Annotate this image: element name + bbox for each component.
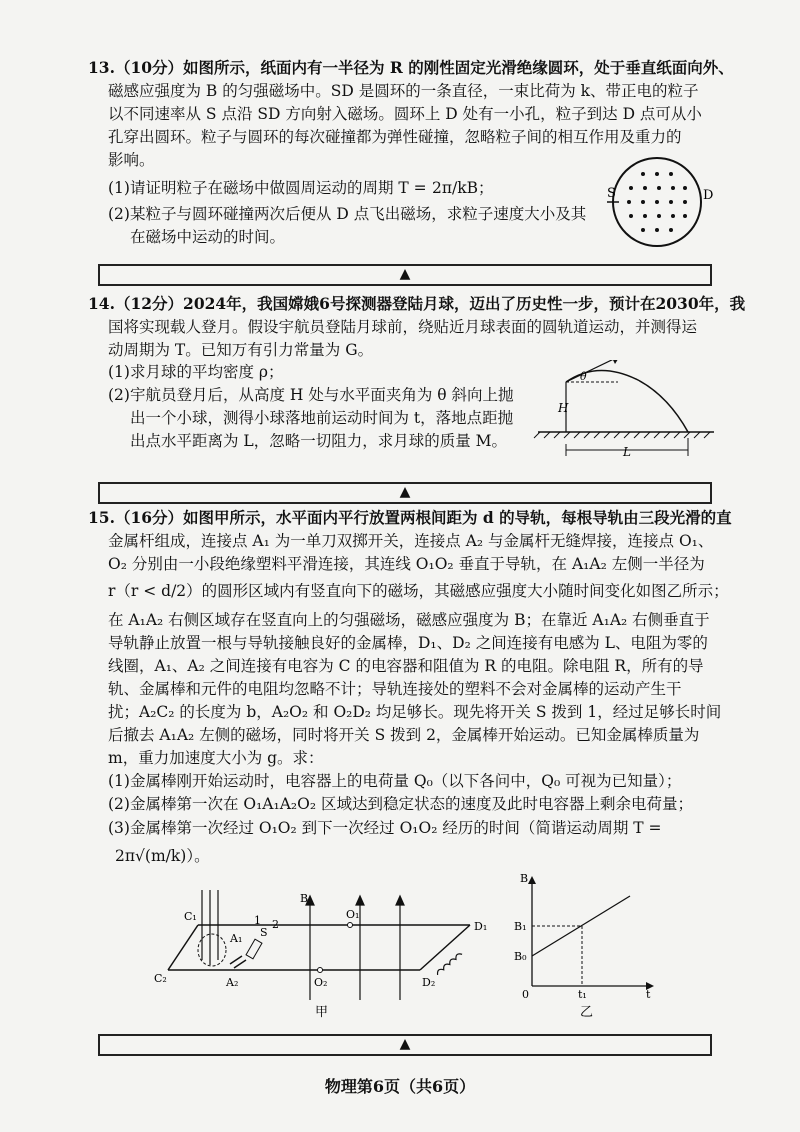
yi-caption: 乙 [580, 1005, 594, 1020]
q13-part1-formula: 2π/kB； [432, 179, 494, 197]
jia-label-d1: D₁ [474, 920, 488, 933]
q15-line-2: 金属杆组成，连接点 A₁ 为一单刀双掷开关，连接点 A₂ 与金属杆无缝焊接，连接点 O₁、 [108, 532, 714, 550]
q15-part3-formula: 2π√(m/k)）。 [115, 847, 210, 865]
q15-figure-yi-graph [510, 868, 660, 1020]
yi-label-origin: 0 [522, 988, 529, 1001]
q15-part3: (3)金属棒第一次经过 O₁O₂ 到下一次经过 O₁O₂ 经历的时间（简谐运动周期 T = [108, 819, 662, 837]
jia-label-o2: O₂ [314, 976, 328, 989]
q13-line-5: 影响。 [108, 151, 155, 169]
yi-label-b0: B₀ [514, 950, 527, 963]
q14-label-h: H [558, 401, 569, 415]
q15-line-7: 线圈，A₁、A₂ 之间连接有电容为 C 的电容器和阻值为 R 的电阻。除电阻 R，所有的导 [108, 657, 704, 675]
q15-figure-jia-circuit [150, 880, 500, 1020]
jia-label-1: 1 [254, 914, 261, 927]
answer-box-q13[interactable] [98, 264, 712, 286]
q13-magnetic-circle-figure [605, 152, 715, 252]
q14-line-2: 国将实现载人登月。假设宇航员登陆月球前，绕贴近月球表面的圆轨道运动，并测得运 [108, 318, 698, 336]
answer-triangle-icon: ▲ [399, 266, 411, 282]
q13-part2-line-2: 在磁场中运动的时间。 [130, 228, 286, 246]
jia-caption: 甲 [315, 1005, 329, 1020]
yi-label-b1: B₁ [514, 920, 527, 933]
jia-label-2: 2 [272, 918, 279, 931]
q15-line-5: 在 A₁A₂ 右侧区域存在竖直向上的匀强磁场，磁感应强度为 B；在靠近 A₁A₂ 右侧垂直于 [108, 611, 710, 629]
q15-line-8: 轨、金属棒和元件的电阻均忽略不计；导轨连接处的塑料不会对金属棒的运动产生干 [108, 680, 682, 698]
answer-triangle-icon: ▲ [399, 1036, 411, 1052]
q15-line-9: 扰；A₂C₂ 的长度为 b，A₂O₂ 和 O₂D₂ 均足够长。现先将开关 S 拨到 1，经过足够长时间 [108, 703, 722, 721]
q13-line-4: 孔穿出圆环。粒子与圆环的每次碰撞都为弹性碰撞，忽略粒子间的相互作用及重力的 [108, 128, 682, 146]
page-footer: 物理第6页（共6页） [324, 1077, 476, 1096]
jia-label-c1: C₁ [184, 910, 197, 923]
jia-label-a2: A₂ [226, 976, 239, 989]
q15-line-6: 导轨静止放置一根与导轨接触良好的金属棒，D₁、D₂ 之间连接有电感为 L、电阻为零的 [108, 634, 708, 652]
q15-part1: (1)金属棒刚开始运动时，电容器上的电荷量 Q₀（以下各问中，Q₀ 可视为已知量）； [108, 772, 682, 790]
q13-part1: (1)请证明粒子在磁场中做圆周运动的周期 T = [108, 179, 427, 197]
q13-line-2: 磁感应强度为 B 的匀强磁场中。SD 是圆环的一条直径，一束比荷为 k、带正电的粒子 [108, 82, 699, 100]
q15-part2: (2)金属棒第一次在 O₁A₁A₂O₂ 区域达到稳定状态的速度及此时电容器上剩余电荷量； [108, 795, 693, 813]
q14-line-1: 14.（12分）2024年，我国嫦娥6号探测器登陆月球，迈出了历史性一步，预计在2030年，我 [88, 294, 746, 313]
answer-box-q14[interactable] [98, 482, 712, 504]
q14-part2-line-3: 出点水平距离为 L，忽略一切阻力，求月球的质量 M。 [130, 432, 508, 450]
q13-line-3: 以不同速率从 S 点沿 SD 方向射入磁场。圆环上 D 处有一小孔，粒子到达 D 点可从小 [108, 105, 702, 123]
q15-line-3: O₂ 分别由一小段绝缘塑料平滑连接，其连线 O₁O₂ 垂直于导轨，在 A₁A₂ 左侧一半径为 [108, 555, 705, 573]
jia-label-c2: C₂ [154, 972, 167, 985]
jia-label-s: S [260, 926, 268, 939]
q14-part1: (1)求月球的平均密度 ρ； [108, 363, 284, 381]
answer-triangle-icon: ▲ [399, 484, 411, 500]
yi-label-t1: t₁ [578, 988, 587, 1001]
q14-label-theta: θ [580, 370, 587, 383]
q13-part2-line-1: (2)某粒子与圆环碰撞两次后便从 D 点飞出磁场，求粒子速度大小及其 [108, 205, 587, 223]
q15-line-4: r（r < d/2）的圆形区域内有竖直向下的磁场，其磁感应强度大小随时间变化如图乙所示； [108, 582, 729, 600]
jia-label-a1: A₁ [230, 932, 243, 945]
q13-label-s: S [607, 186, 616, 201]
yi-label-b: B [520, 872, 529, 885]
q14-part2-line-1: (2)宇航员登月后，从高度 H 处与水平面夹角为 θ 斜向上抛 [108, 386, 514, 404]
q14-part2-line-2: 出一个小球，测得小球落地前运动时间为 t，落地点距抛 [130, 409, 514, 427]
q13-line-1: 13.（10分）如图所示，纸面内有一半径为 R 的刚性固定光滑绝缘圆环，处于垂直纸面向外、 [88, 58, 734, 77]
answer-box-q15[interactable] [98, 1034, 712, 1056]
q15-line-10: 后撤去 A₁A₂ 左侧的磁场，同时将开关 S 拨到 2，金属棒开始运动。已知金属棒质量为 [108, 726, 700, 744]
q15-line-1: 15.（16分）如图甲所示，水平面内平行放置两根间距为 d 的导轨，每根导轨由三段光滑的直 [88, 508, 732, 527]
q14-label-l: L [623, 445, 631, 459]
q13-label-d: D [703, 188, 714, 203]
q14-line-3: 动周期为 T。已知万有引力常量为 G。 [108, 341, 374, 359]
jia-label-b: B [300, 892, 309, 905]
yi-label-t: t [646, 988, 651, 1001]
jia-label-d2: D₂ [422, 976, 436, 989]
q15-line-11: m，重力加速度大小为 g。求： [108, 749, 324, 767]
q14-projectile-figure [528, 360, 718, 460]
jia-label-o1: O₁ [346, 908, 360, 921]
